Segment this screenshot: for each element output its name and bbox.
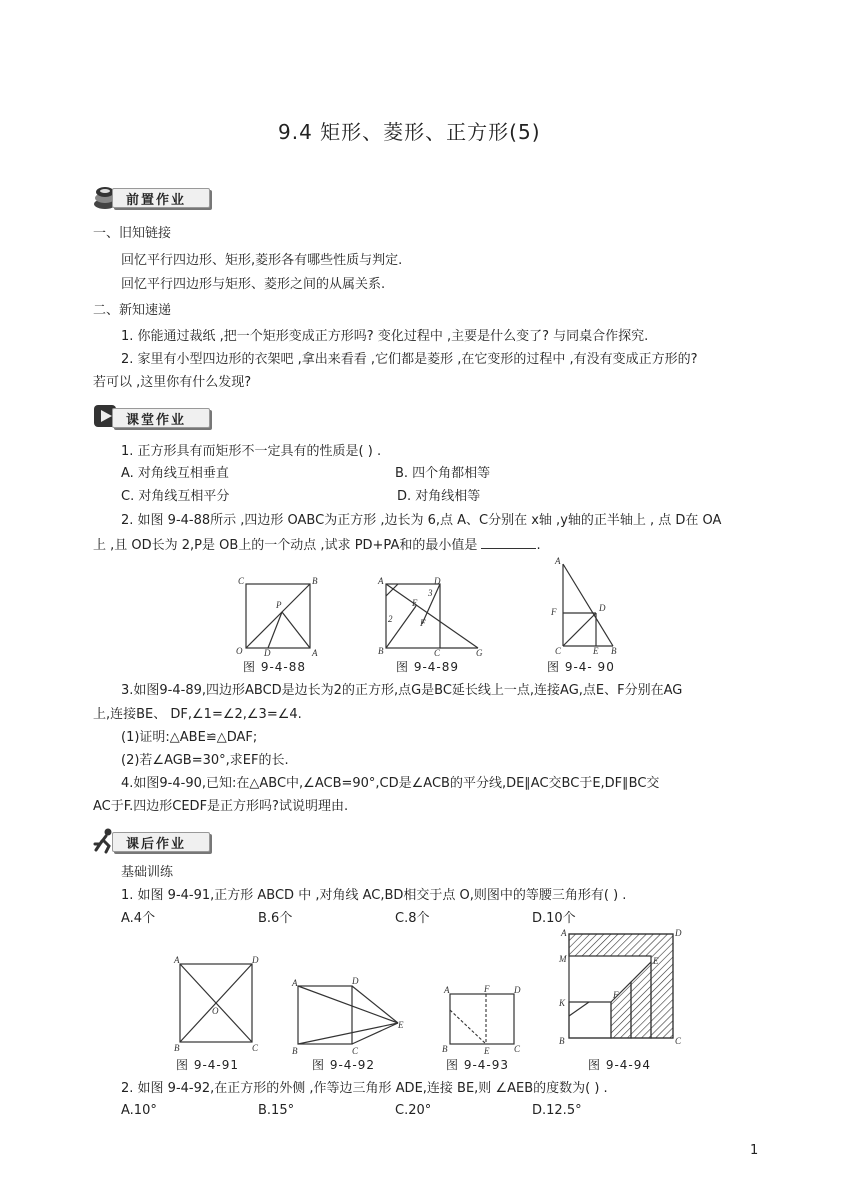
svg-text:B: B [611, 646, 617, 656]
question-text: 4.如图9-4-90,已知:在△ABC中,∠ACB=90°,CD是∠ACB的平分线,DE∥AC交BC于E,DF∥BC交 [121, 776, 660, 791]
section-label: 课后作业 [126, 837, 187, 852]
svg-text:A: A [555, 556, 561, 566]
page-number: 1 [750, 1143, 759, 1158]
svg-text:F: F [613, 990, 619, 1000]
figure-9-4-93 [440, 984, 524, 1054]
question-text: (1)证明:△ABE≌△DAF; [121, 730, 258, 745]
option-a: A. 对角线互相垂直 [121, 466, 229, 481]
svg-text:G: G [476, 648, 483, 656]
figure-caption: 图 9-4-93 [446, 1058, 510, 1072]
figure-9-4-90 [547, 556, 627, 656]
figure-9-4-92 [290, 976, 410, 1056]
svg-text:C: C [434, 648, 441, 656]
figure-caption: 图 9-4- 90 [547, 660, 615, 674]
svg-text:A: A [561, 928, 567, 938]
question-text: AC于F.四边形CEDF是正方形吗?试说明理由. [93, 799, 349, 814]
option-b: B.6个 [258, 911, 293, 926]
paragraph: 回忆平行四边形、矩形,菱形各有哪些性质与判定. [121, 253, 403, 268]
svg-text:D: D [434, 576, 441, 586]
svg-text:A: A [378, 576, 384, 586]
figure-9-4-88 [234, 576, 324, 656]
svg-text:A: A [444, 985, 450, 995]
svg-text:2: 2 [388, 614, 393, 624]
svg-text:C: C [675, 1036, 682, 1046]
svg-text:D: D [352, 976, 359, 986]
svg-text:A: A [174, 955, 180, 965]
page-title: 9.4 矩形、菱形、正方形(5) [278, 120, 541, 144]
svg-text:D: D [264, 648, 271, 656]
svg-text:E: E [484, 1046, 490, 1054]
svg-text:B: B [442, 1044, 448, 1054]
section-banner-after [90, 826, 208, 854]
question-text: 2. 如图 9-4-88所示 ,四边形 OABC为正方形 ,边长为 6,点 A、C分别在 x轴 ,y轴的正半轴上 , 点 D在 OA [121, 513, 722, 528]
svg-text:C: C [514, 1044, 521, 1054]
question-text [93, 536, 541, 555]
question-text-part: 上 ,且 OD长为 2,P是 OB上的一个动点 ,试求 PD+PA和的最小值是 [93, 538, 478, 553]
svg-text:A: A [312, 648, 318, 656]
question-text: (2)若∠AGB=30°,求EF的长. [121, 753, 289, 768]
svg-text:O: O [212, 1006, 219, 1016]
svg-text:C: C [238, 576, 245, 586]
heading-old-knowledge: 一、旧知链接 [93, 226, 172, 241]
svg-text:E: E [412, 598, 418, 608]
option-a: A.4个 [121, 911, 156, 926]
svg-text:F: F [551, 607, 557, 617]
section-label: 课堂作业 [126, 413, 187, 428]
question-text: 上,连接BE、 DF,∠1=∠2,∠3=∠4. [93, 707, 302, 722]
svg-text:D: D [252, 955, 259, 965]
question-text: 2. 如图 9-4-92,在正方形的外侧 ,作等边三角形 ADE,连接 BE,则 ∠AEB的度数为( ) . [121, 1081, 608, 1096]
svg-text:B: B [174, 1043, 180, 1052]
question-text: 1. 正方形具有而矩形不一定具有的性质是( ) . [121, 444, 382, 459]
option-d: D.12.5° [532, 1103, 582, 1118]
question-text: 1. 如图 9-4-91,正方形 ABCD 中 ,对角线 AC,BD相交于点 O,则图中的等腰三角形有( ) . [121, 888, 627, 903]
svg-text:D: D [599, 603, 606, 613]
figure-9-4-94 [555, 926, 687, 1052]
question-end: . [536, 538, 541, 553]
figure-9-4-91 [170, 952, 262, 1052]
svg-text:B: B [312, 576, 318, 586]
svg-text:E: E [398, 1020, 404, 1030]
option-c: C.8个 [395, 911, 430, 926]
option-b: B.15° [258, 1103, 295, 1118]
section-banner-pre [90, 182, 208, 210]
option-a: A.10° [121, 1103, 157, 1118]
svg-text:F: F [484, 984, 490, 994]
svg-text:D: D [675, 928, 682, 938]
svg-text:F: F [420, 618, 426, 628]
option-c: C.20° [395, 1103, 432, 1118]
figure-caption: 图 9-4-88 [243, 660, 307, 674]
question-text: 1. 你能通过裁纸 ,把一个矩形变成正方形吗? 变化过程中 ,主要是什么变了? 与同桌合作探究. [121, 329, 649, 344]
figure-9-4-89 [376, 576, 488, 656]
svg-text:O: O [236, 646, 243, 656]
svg-text:E: E [653, 956, 659, 966]
svg-text:C: C [352, 1046, 359, 1056]
svg-text:B: B [559, 1036, 565, 1046]
figure-caption: 图 9-4-94 [588, 1058, 652, 1072]
svg-text:P: P [276, 600, 282, 610]
svg-text:B: B [378, 646, 384, 656]
paragraph: 回忆平行四边形与矩形、菱形之间的从属关系. [121, 277, 386, 292]
option-b: B. 四个角都相等 [395, 466, 491, 481]
question-text: 3.如图9-4-89,四边形ABCD是边长为2的正方形,点G是BC延长线上一点,连接AG,点E、F分别在AG [121, 683, 683, 698]
option-d: D. 对角线相等 [397, 489, 481, 504]
answer-blank [481, 536, 536, 549]
svg-text:B: B [292, 1046, 298, 1056]
svg-text:E: E [593, 646, 599, 656]
svg-text:D: D [514, 985, 521, 995]
figure-caption: 图 9-4-92 [312, 1058, 376, 1072]
svg-text:C: C [252, 1043, 259, 1052]
subheading-basic: 基础训练 [121, 865, 174, 880]
svg-text:A: A [292, 978, 298, 988]
question-text: 2. 家里有小型四边形的衣架吧 ,拿出来看看 ,它们都是菱形 ,在它变形的过程中 ,有没有变成正方形的? [121, 352, 698, 367]
svg-text:K: K [559, 998, 566, 1008]
svg-text:M: M [559, 954, 567, 964]
section-label: 前置作业 [126, 193, 187, 208]
option-c: C. 对角线互相平分 [121, 489, 230, 504]
figure-caption: 图 9-4-91 [176, 1058, 240, 1072]
option-d: D.10个 [532, 911, 576, 926]
svg-text:C: C [555, 646, 562, 656]
svg-text:3: 3 [428, 588, 433, 598]
heading-new-knowledge: 二、新知速递 [93, 303, 172, 318]
section-banner-class [90, 402, 208, 430]
question-text: 若可以 ,这里你有什么发现? [93, 375, 252, 390]
figure-caption: 图 9-4-89 [396, 660, 460, 674]
